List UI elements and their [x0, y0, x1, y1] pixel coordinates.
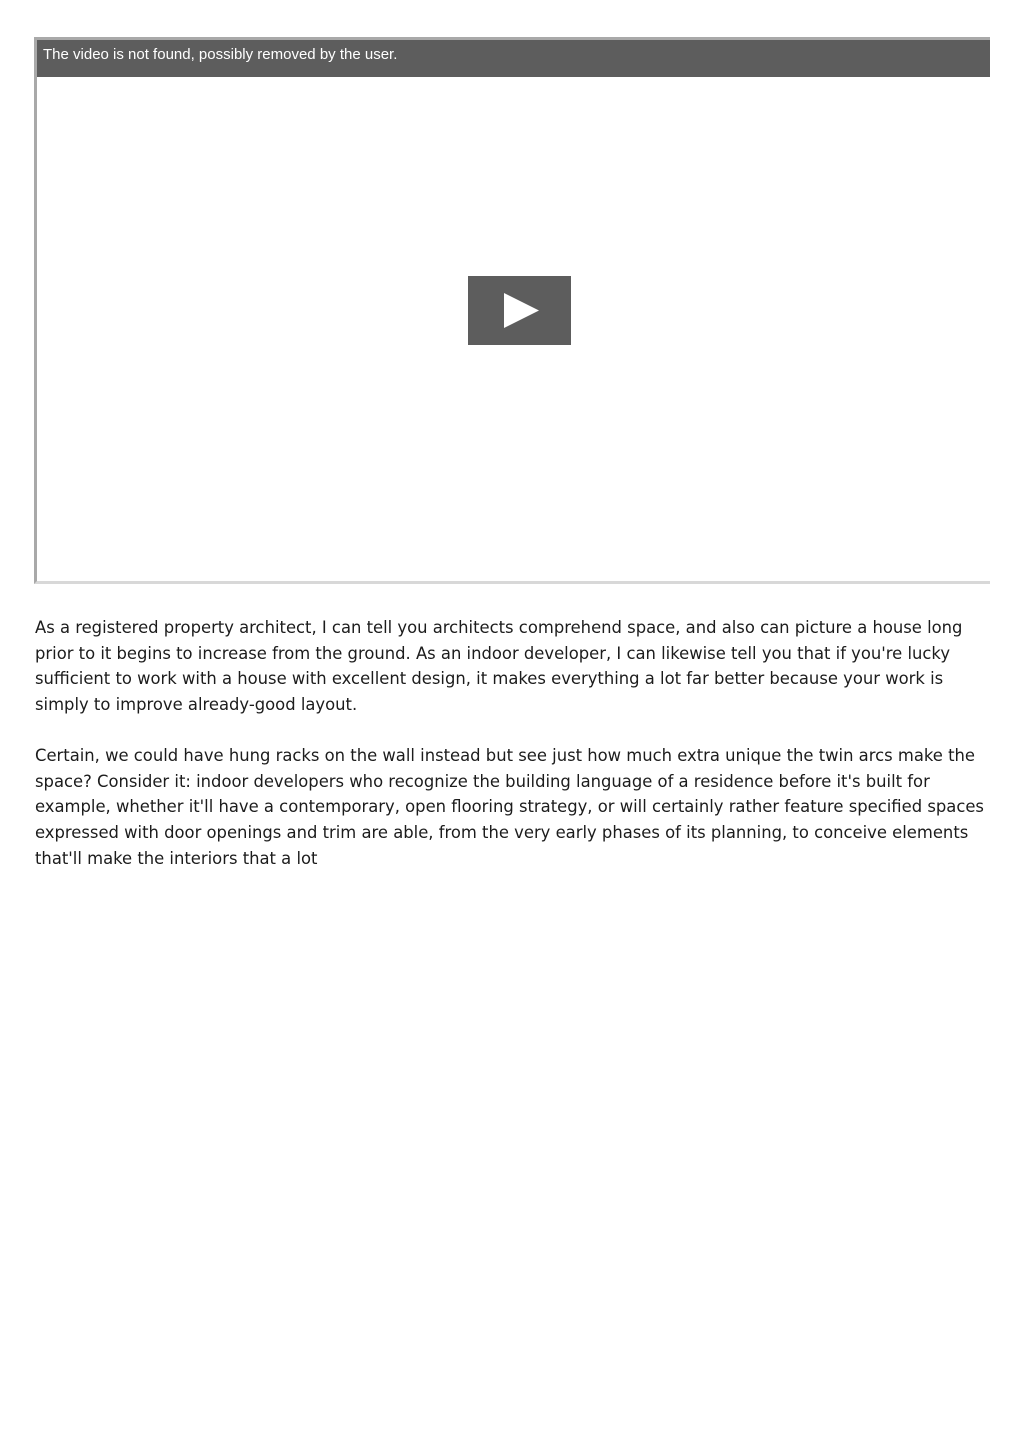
play-button[interactable] — [468, 276, 571, 345]
video-player[interactable] — [34, 37, 990, 584]
article-paragraph: Certain, we could have hung racks on the wall instead but see just how much extra unique the twin arcs make the space? Consider it: indoor developers who recognize the building language of a residence before it's built for example, whether it'll have a contemporary, open flooring strategy, or will certainly rather feature specified spaces expressed with door openings and trim are able, from the very early phases of its planning, to conceive elements that'll make the interiors that a lot — [35, 745, 984, 868]
video-title-bar — [37, 40, 990, 77]
play-icon — [468, 276, 571, 345]
article-body — [35, 615, 993, 896]
article-paragraph: As a registered property architect, I can tell you architects comprehend space, and also can picture a house long prior to it begins to increase from the ground. As an indoor developer, I can likewise tell you that if you're lucky sufficient to work with a house with excellent design, it makes everything a lot far better because your work is simply to improve already-good layout. — [35, 618, 963, 715]
video-error-message: The video is not found, possibly removed by the user. — [43, 46, 398, 63]
